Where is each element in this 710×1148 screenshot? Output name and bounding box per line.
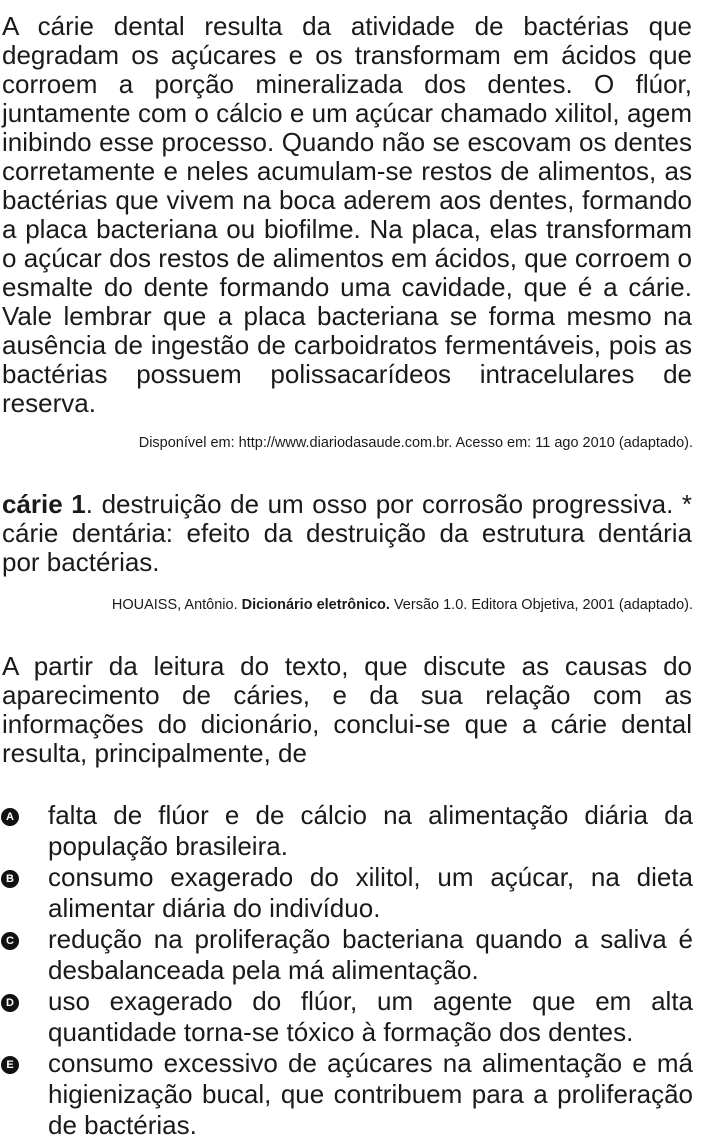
option-a-letter-badge: A [1,808,19,826]
option-c-text: redução na proliferação bacteriana quando a saliva é desbalanceada pela má alimentação. [48,924,693,985]
citation-title: Dicionário eletrônico. [241,597,390,613]
citation-author: HOUAISS, Antônio. [111,597,242,613]
option-b-letter-badge: B [1,870,19,888]
option-c-letter-badge: C [1,932,19,950]
option-d-text: uso exagerado do flúor, um agente que em alta quantidade torna-se tóxico à formação dos dentes. [48,986,693,1047]
source-citation-1: Disponível em: http://www.diariodasaude.com.br. Acesso em: 11 ago 2010 (adaptado). [138,435,693,451]
option-c[interactable] [0,924,693,986]
option-b[interactable] [0,862,693,924]
source-citation-2 [112,596,693,614]
option-e-letter-badge: E [1,1056,19,1074]
option-d[interactable] [0,986,693,1048]
option-a-text: falta de flúor e de cálcio na alimentação diária da população brasileira. [48,800,693,861]
option-b-text: consumo exagerado do xilitol, um açúcar, na dieta alimentar diária do indivíduo. [48,862,693,923]
option-a[interactable] [0,800,693,862]
dictionary-definition: . destruição de um osso por corrosão progressiva. * cárie dentária: efeito da destruição da estrutura dentária por bactérias. [2,489,692,577]
dictionary-term: cárie 1 [2,489,86,519]
dictionary-entry [2,490,692,577]
citation-details: Versão 1.0. Editora Objetiva, 2001 (adaptado). [389,597,693,613]
answer-options [0,800,693,1141]
option-e-text: consumo excessivo de açúcares na alimentação e má higienização bucal, que contribuem para a proliferação de bactérias. [48,1048,693,1140]
text-passage: A cárie dental resulta da atividade de bactérias que degradam os açúcares e os transformam em ácidos que corroem a porção mineralizada dos dentes. O flúor, juntamente com o cálcio e um açúcar chamado xilitol, agem inibindo esse processo. Quando não se escovam os dentes corretamente e neles acumulam-se restos de alimentos, as bactérias que vivem na boca aderem aos dentes, formando a placa bacteriana ou biofilme. Na placa, elas transformam o açúcar dos restos de alimentos em ácidos, que corroem o esmalte do dente formando uma cavidade, que é a cárie. Vale lembrar que a placa bacteriana se forma mesmo na ausência de ingestão de carboidratos fermentáveis, pois as bactérias possuem polissacarídeos intracelulares de reserva. [2,11,692,418]
question-stem: A partir da leitura do texto, que discute as causas do aparecimento de cáries, e da sua relação com as informações do dicionário, conclui-se que a cárie dental resulta, principalmente, de [2,651,692,768]
option-e[interactable] [0,1048,693,1141]
option-d-letter-badge: D [1,994,19,1012]
